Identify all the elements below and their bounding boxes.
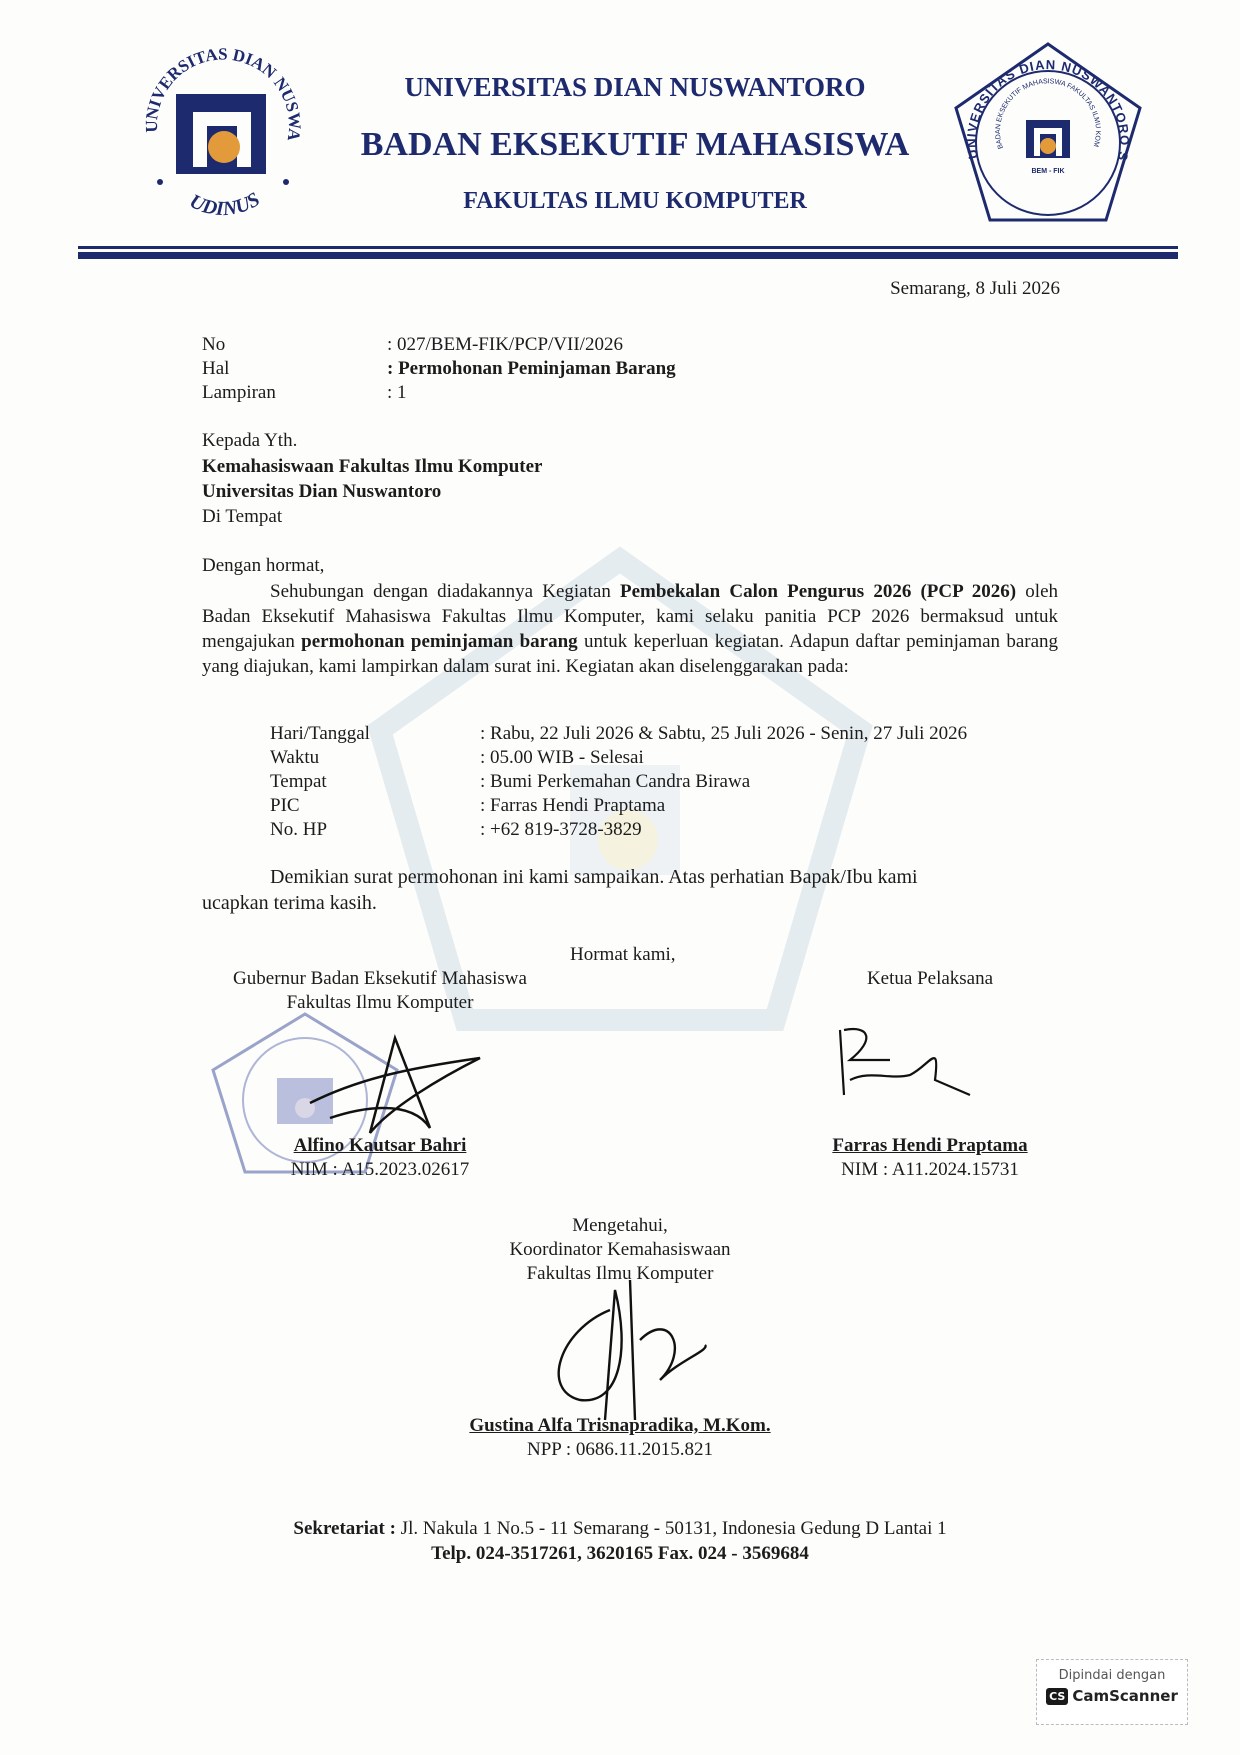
meta-label: Hal bbox=[202, 358, 230, 379]
recipient-greeting: Kepada Yth. bbox=[202, 430, 298, 451]
recipient-line: Di Tempat bbox=[202, 506, 283, 527]
org-title: BADAN EKSEKUTIF MAHASISWA bbox=[360, 126, 910, 163]
detail-row bbox=[270, 771, 750, 793]
closing-line: ucapkan terima kasih. bbox=[202, 892, 377, 914]
svg-text:UNIVERSITAS DIAN NUSWANTORO SE: UNIVERSITAS DIAN NUSWANTORO S bbox=[963, 57, 1133, 163]
paragraph-text: Sehubungan dengan diadakannya Kegiatan bbox=[270, 581, 620, 602]
camscanner-brand-row bbox=[1037, 1687, 1187, 1705]
center-signer-line: Mengetahui, bbox=[572, 1215, 668, 1236]
left-signer-role: Gubernur Badan Eksekutif Mahasiswa bbox=[233, 968, 527, 989]
paragraph-bold: permohonan peminjaman barang bbox=[301, 631, 578, 652]
hormat: Hormat kami, bbox=[570, 944, 676, 965]
footer-label: Sekretariat : bbox=[293, 1518, 396, 1539]
meta-row-hal bbox=[202, 358, 676, 380]
svg-text:UNIVERSITAS DIAN NUSWANTORO: UNIVERSITAS DIAN NUSWA bbox=[141, 44, 305, 143]
detail-label: Waktu bbox=[270, 747, 320, 768]
meta-value: : Permohonan Peminjaman Barang bbox=[387, 358, 676, 379]
closing-line: Demikian surat permohonan ini kami sampaikan. Atas perhatian Bapak/Ibu kami bbox=[270, 866, 918, 888]
left-signer-id: NIM : A15.2023.02617 bbox=[290, 1159, 470, 1180]
svg-text:BADAN EKSEKUTIF MAHASISWA FAKU: BADAN EKSEKUTIF MAHASISWA FAKULTAS ILMU KOM bbox=[994, 78, 1102, 150]
recipient-line: Universitas Dian Nuswantoro bbox=[202, 481, 442, 502]
detail-row bbox=[270, 747, 644, 769]
meta-row-no bbox=[202, 334, 623, 356]
left-signer-name: Alfino Kautsar Bahri bbox=[293, 1135, 467, 1156]
udinus-logo bbox=[138, 42, 308, 222]
meta-label: Lampiran bbox=[202, 382, 276, 403]
header-rule-thick bbox=[78, 252, 1178, 259]
footer-address-text: Jl. Nakula 1 No.5 - 11 Semarang - 50131, Indonesia Gedung D Lantai 1 bbox=[395, 1518, 947, 1539]
right-signature bbox=[830, 1020, 980, 1110]
right-signer-id: NIM : A11.2024.15731 bbox=[841, 1159, 1019, 1180]
meta-value: : 027/BEM-FIK/PCP/VII/2026 bbox=[387, 334, 623, 355]
paragraph-bold: Pembekalan Calon Pengurus 2026 (PCP 2026) bbox=[619, 581, 1017, 602]
svg-text:BEM - FIK: BEM - FIK bbox=[1031, 168, 1065, 175]
detail-value: : Farras Hendi Praptama bbox=[480, 795, 666, 816]
recipient-line: Kemahasiswaan Fakultas Ilmu Komputer bbox=[202, 456, 543, 477]
meta-row-lampiran bbox=[202, 382, 407, 404]
detail-row bbox=[270, 723, 967, 745]
detail-value: : +62 819-3728-3829 bbox=[480, 819, 642, 840]
detail-label: No. HP bbox=[270, 819, 328, 840]
center-signer-name: Gustina Alfa Trisnapradika, M.Kom. bbox=[469, 1415, 771, 1436]
right-signer-name: Farras Hendi Praptama bbox=[832, 1135, 1028, 1156]
detail-label: Tempat bbox=[270, 771, 327, 792]
letter-date: Semarang, 8 Juli 2026 bbox=[890, 278, 1060, 299]
bem-fik-logo bbox=[948, 38, 1148, 228]
camscanner-brand: CamScanner bbox=[1072, 1687, 1178, 1705]
center-signer-line: Koordinator Kemahasiswaan bbox=[509, 1239, 731, 1260]
footer-phone: Telp. 024-3517261, 3620165 Fax. 024 - 3569684 bbox=[431, 1543, 809, 1564]
meta-label: No bbox=[202, 334, 226, 355]
detail-label: PIC bbox=[270, 795, 300, 816]
right-signer-role: Ketua Pelaksana bbox=[866, 968, 994, 989]
camscanner-badge bbox=[1036, 1659, 1188, 1725]
center-signature bbox=[520, 1270, 720, 1430]
detail-value: : Rabu, 22 Juli 2026 & Sabtu, 25 Juli 2026 - Senin, 27 Juli 2026 bbox=[480, 723, 968, 744]
center-signer-line: Fakultas Ilmu Komputer bbox=[526, 1263, 714, 1284]
camscanner-icon: CS bbox=[1046, 1688, 1068, 1705]
meta-value: : 1 bbox=[387, 382, 407, 403]
university-title: UNIVERSITAS DIAN NUSWANTORO bbox=[404, 72, 866, 102]
body-paragraph bbox=[202, 579, 1058, 679]
detail-row bbox=[270, 795, 665, 817]
faculty-title: FAKULTAS ILMU KOMPUTER bbox=[463, 188, 807, 214]
paragraph-text: untuk keperluan kegiatan. Adapun daftar peminjaman barang yang diajukan, kami lampirkan dalam surat ini. Kegiatan akan diselenggarakan pada: bbox=[202, 631, 1059, 677]
detail-value: : Bumi Perkemahan Candra Birawa bbox=[480, 771, 751, 792]
center-signer-id: NPP : 0686.11.2015.821 bbox=[527, 1439, 713, 1460]
svg-text:UDINUS: UDINUS bbox=[186, 188, 264, 221]
footer-address bbox=[180, 1518, 1060, 1540]
detail-value: : 05.00 WIB - Selesai bbox=[480, 747, 644, 768]
detail-label: Hari/Tanggal bbox=[270, 723, 370, 744]
paragraph-text: oleh Badan Eksekutif Mahasiswa Fakultas Ilmu Komputer, kami selaku panitia PCP 2026 bermaksud untuk mengajukan bbox=[202, 581, 1058, 652]
left-signer-role: Fakultas Ilmu Komputer bbox=[286, 992, 474, 1013]
opening: Dengan hormat, bbox=[202, 555, 325, 576]
header-rule-thin bbox=[78, 246, 1178, 249]
left-signature bbox=[300, 1018, 500, 1138]
camscanner-caption: Dipindai dengan bbox=[1058, 1668, 1166, 1683]
detail-row bbox=[270, 819, 642, 841]
